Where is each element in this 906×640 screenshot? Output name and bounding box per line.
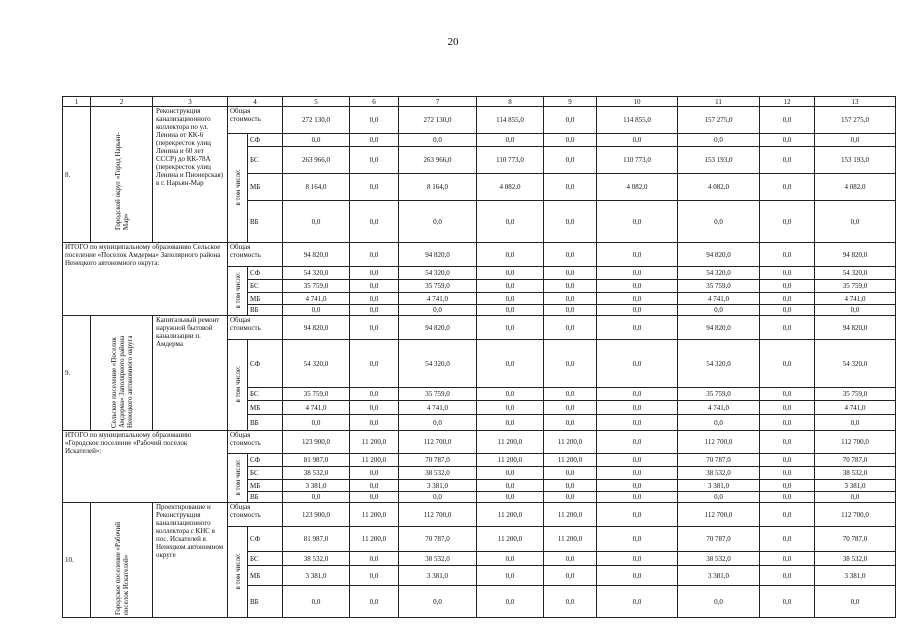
value-cell: 3 381,0 xyxy=(283,566,350,586)
value-cell: 0,0 xyxy=(815,305,896,316)
page-number: 20 xyxy=(447,36,459,48)
value-cell: 0,0 xyxy=(760,280,815,293)
municipality-name-text: Городское поселение «Рабочий поселок Искателей» xyxy=(113,522,130,615)
value-cell: 0,0 xyxy=(760,480,815,492)
value-cell: 112 700,0 xyxy=(678,503,760,527)
value-cell: 38 532,0 xyxy=(678,467,760,480)
value-cell: 0,0 xyxy=(544,147,597,174)
value-cell: 35 759,0 xyxy=(815,388,896,401)
object-total-row xyxy=(63,107,896,134)
fund-label-sf: СФ xyxy=(248,340,283,388)
total-cost-label: Общая стоимость xyxy=(228,503,283,527)
value-cell: 0,0 xyxy=(597,480,678,492)
value-cell: 112 700,0 xyxy=(399,431,477,454)
value-cell: 157 275,0 xyxy=(815,107,896,134)
header-cell: 4 xyxy=(228,97,283,107)
value-cell: 0,0 xyxy=(597,566,678,586)
header-row xyxy=(63,97,896,107)
value-cell: 35 759,0 xyxy=(399,388,477,401)
value-cell: 94 820,0 xyxy=(678,316,760,340)
value-cell: 0,0 xyxy=(760,388,815,401)
value-cell: 0,0 xyxy=(350,174,399,201)
municipality-name xyxy=(91,503,153,618)
value-cell: 0,0 xyxy=(760,243,815,267)
including-label-text: в том числе: xyxy=(233,552,242,590)
fund-label-vb: ВБ xyxy=(248,586,283,618)
value-cell: 4 741,0 xyxy=(678,293,760,305)
fund-label-bs: БС xyxy=(248,147,283,174)
including-label-text: в том числе: xyxy=(233,458,242,496)
value-cell: 153 193,0 xyxy=(815,147,896,174)
value-cell: 114 855,0 xyxy=(477,107,544,134)
including-label xyxy=(228,454,248,503)
value-cell: 54 320,0 xyxy=(283,267,350,280)
value-cell: 3 381,0 xyxy=(815,480,896,492)
value-cell: 94 820,0 xyxy=(283,243,350,267)
value-cell: 0,0 xyxy=(350,267,399,280)
fund-label-bs: БС xyxy=(248,467,283,480)
value-cell: 0,0 xyxy=(350,107,399,134)
value-cell: 0,0 xyxy=(597,415,678,431)
value-cell: 0,0 xyxy=(350,340,399,388)
value-cell: 0,0 xyxy=(597,586,678,618)
fund-label-mb: МБ xyxy=(248,401,283,415)
value-cell: 0,0 xyxy=(760,552,815,566)
value-cell: 54 320,0 xyxy=(815,340,896,388)
value-cell: 0,0 xyxy=(477,243,544,267)
value-cell: 0,0 xyxy=(760,293,815,305)
value-cell: 0,0 xyxy=(544,566,597,586)
value-cell: 112 700,0 xyxy=(815,431,896,454)
value-cell: 0,0 xyxy=(597,280,678,293)
value-cell: 38 532,0 xyxy=(399,467,477,480)
value-cell: 0,0 xyxy=(544,107,597,134)
value-cell: 70 787,0 xyxy=(399,527,477,552)
value-cell: 0,0 xyxy=(597,388,678,401)
value-cell: 0,0 xyxy=(350,147,399,174)
value-cell: 0,0 xyxy=(477,552,544,566)
value-cell: 0,0 xyxy=(760,454,815,467)
value-cell: 0,0 xyxy=(544,280,597,293)
value-cell: 112 700,0 xyxy=(815,503,896,527)
fund-label-vb: ВБ xyxy=(248,201,283,243)
value-cell: 3 381,0 xyxy=(283,480,350,492)
including-label-text: в том числе: xyxy=(233,168,242,206)
including-label xyxy=(228,340,248,431)
value-cell: 0,0 xyxy=(597,552,678,566)
value-cell: 94 820,0 xyxy=(815,316,896,340)
value-cell: 38 532,0 xyxy=(283,552,350,566)
value-cell: 8 164,0 xyxy=(283,174,350,201)
header-cell: 7 xyxy=(399,97,477,107)
subtotal-row xyxy=(63,243,896,267)
budget-table-body xyxy=(63,97,896,618)
value-cell: 11 200,0 xyxy=(477,431,544,454)
value-cell: 263 966,0 xyxy=(283,147,350,174)
value-cell: 0,0 xyxy=(350,492,399,503)
fund-label-vb: ВБ xyxy=(248,415,283,431)
value-cell: 38 532,0 xyxy=(283,467,350,480)
value-cell: 0,0 xyxy=(760,503,815,527)
value-cell: 4 741,0 xyxy=(399,293,477,305)
value-cell: 11 200,0 xyxy=(544,431,597,454)
value-cell: 38 532,0 xyxy=(815,467,896,480)
value-cell: 0,0 xyxy=(477,401,544,415)
value-cell: 11 200,0 xyxy=(477,503,544,527)
value-cell: 54 320,0 xyxy=(815,267,896,280)
value-cell: 0,0 xyxy=(477,415,544,431)
value-cell: 0,0 xyxy=(477,201,544,243)
value-cell: 0,0 xyxy=(815,134,896,147)
value-cell: 11 200,0 xyxy=(350,503,399,527)
value-cell: 0,0 xyxy=(760,316,815,340)
value-cell: 0,0 xyxy=(760,527,815,552)
value-cell: 0,0 xyxy=(544,134,597,147)
header-cell: 6 xyxy=(350,97,399,107)
value-cell: 0,0 xyxy=(678,305,760,316)
value-cell: 35 759,0 xyxy=(815,280,896,293)
value-cell: 0,0 xyxy=(678,415,760,431)
value-cell: 11 200,0 xyxy=(350,454,399,467)
value-cell: 0,0 xyxy=(597,527,678,552)
value-cell: 4 741,0 xyxy=(815,293,896,305)
value-cell: 35 759,0 xyxy=(678,388,760,401)
value-cell: 0,0 xyxy=(350,280,399,293)
object-name: Капитальный ремонт наружной бытовой канализации п. Амдерма xyxy=(153,316,228,431)
total-cost-label: Общая стоимость xyxy=(228,107,283,134)
value-cell: 54 320,0 xyxy=(399,340,477,388)
value-cell: 38 532,0 xyxy=(678,552,760,566)
fund-label-vb: ВБ xyxy=(248,305,283,316)
subtotal-row xyxy=(63,431,896,454)
value-cell: 0,0 xyxy=(283,134,350,147)
value-cell: 0,0 xyxy=(350,201,399,243)
value-cell: 0,0 xyxy=(597,305,678,316)
header-cell: 1 xyxy=(63,97,91,107)
value-cell: 0,0 xyxy=(597,467,678,480)
including-label-text: в том числе: xyxy=(233,271,242,309)
value-cell: 0,0 xyxy=(544,267,597,280)
value-cell: 0,0 xyxy=(350,305,399,316)
object-total-row xyxy=(63,316,896,340)
value-cell: 4 082,0 xyxy=(597,174,678,201)
value-cell: 11 200,0 xyxy=(477,454,544,467)
value-cell: 0,0 xyxy=(350,480,399,492)
value-cell: 0,0 xyxy=(678,134,760,147)
value-cell: 0,0 xyxy=(477,305,544,316)
value-cell: 0,0 xyxy=(544,415,597,431)
value-cell: 0,0 xyxy=(760,415,815,431)
value-cell: 272 130,0 xyxy=(399,107,477,134)
value-cell: 70 787,0 xyxy=(678,527,760,552)
object-total-row xyxy=(63,503,896,527)
row-number: 8. xyxy=(63,107,91,243)
value-cell: 3 381,0 xyxy=(678,566,760,586)
value-cell: 0,0 xyxy=(760,107,815,134)
value-cell: 38 532,0 xyxy=(815,552,896,566)
value-cell: 0,0 xyxy=(477,340,544,388)
object-name: Реконструкция канализационного коллектора по ул. Ленина от КК-6 (перекресток улиц Ленина и 60 лет СССР) до КК-78А (перекресток улиц Ленина и Пионерская) в г. Нарьян-Мар xyxy=(153,107,228,243)
value-cell: 0,0 xyxy=(597,454,678,467)
object-name: Проектирование и Реконструкция канализационного коллектора с КНС в пос. Искателей в Ненецком автономном округе xyxy=(153,503,228,618)
fund-label-mb: МБ xyxy=(248,293,283,305)
value-cell: 0,0 xyxy=(477,480,544,492)
total-cost-label: Общая стоимость xyxy=(228,243,283,267)
value-cell: 0,0 xyxy=(544,316,597,340)
value-cell: 54 320,0 xyxy=(678,340,760,388)
value-cell: 0,0 xyxy=(544,201,597,243)
fund-label-sf: СФ xyxy=(248,527,283,552)
value-cell: 0,0 xyxy=(477,586,544,618)
row-number: 9. xyxy=(63,316,91,431)
value-cell: 114 855,0 xyxy=(597,107,678,134)
value-cell: 0,0 xyxy=(760,174,815,201)
value-cell: 70 787,0 xyxy=(815,527,896,552)
value-cell: 0,0 xyxy=(815,415,896,431)
value-cell: 11 200,0 xyxy=(544,503,597,527)
value-cell: 4 082,0 xyxy=(477,174,544,201)
value-cell: 0,0 xyxy=(678,492,760,503)
value-cell: 0,0 xyxy=(597,134,678,147)
value-cell: 123 900,0 xyxy=(283,431,350,454)
subtotal-title: ИТОГО по муниципальному образованию Сельское поселение «Поселок Амдерма» Заполярного района Ненецкого автономного округа: xyxy=(63,243,228,316)
value-cell: 3 381,0 xyxy=(399,566,477,586)
value-cell: 0,0 xyxy=(760,267,815,280)
fund-label-mb: МБ xyxy=(248,174,283,201)
value-cell: 54 320,0 xyxy=(678,267,760,280)
value-cell: 11 200,0 xyxy=(544,527,597,552)
fund-label-mb: МБ xyxy=(248,566,283,586)
including-label-text: в том числе: xyxy=(233,365,242,403)
value-cell: 0,0 xyxy=(399,201,477,243)
value-cell: 4 082,0 xyxy=(815,174,896,201)
value-cell: 4 082,0 xyxy=(678,174,760,201)
value-cell: 0,0 xyxy=(544,388,597,401)
value-cell: 0,0 xyxy=(283,305,350,316)
value-cell: 0,0 xyxy=(350,293,399,305)
row-number: 10. xyxy=(63,503,91,618)
value-cell: 4 741,0 xyxy=(678,401,760,415)
value-cell: 110 773,0 xyxy=(597,147,678,174)
value-cell: 0,0 xyxy=(597,340,678,388)
value-cell: 0,0 xyxy=(477,267,544,280)
value-cell: 81 987,0 xyxy=(283,454,350,467)
value-cell: 0,0 xyxy=(678,201,760,243)
value-cell: 4 741,0 xyxy=(815,401,896,415)
municipality-name xyxy=(91,107,153,243)
value-cell: 272 130,0 xyxy=(283,107,350,134)
value-cell: 94 820,0 xyxy=(399,316,477,340)
header-cell: 10 xyxy=(597,97,678,107)
value-cell: 0,0 xyxy=(477,280,544,293)
value-cell: 0,0 xyxy=(283,586,350,618)
value-cell: 0,0 xyxy=(544,586,597,618)
value-cell: 0,0 xyxy=(350,415,399,431)
value-cell: 0,0 xyxy=(597,503,678,527)
header-cell: 2 xyxy=(91,97,153,107)
value-cell: 35 759,0 xyxy=(399,280,477,293)
value-cell: 0,0 xyxy=(760,201,815,243)
value-cell: 0,0 xyxy=(477,388,544,401)
value-cell: 0,0 xyxy=(350,586,399,618)
fund-label-sf: СФ xyxy=(248,134,283,147)
header-cell: 3 xyxy=(153,97,228,107)
header-cell: 11 xyxy=(678,97,760,107)
value-cell: 0,0 xyxy=(477,293,544,305)
value-cell: 35 759,0 xyxy=(283,280,350,293)
value-cell: 0,0 xyxy=(350,401,399,415)
value-cell: 0,0 xyxy=(283,201,350,243)
header-cell: 8 xyxy=(477,97,544,107)
including-label xyxy=(228,134,248,243)
value-cell: 0,0 xyxy=(399,415,477,431)
value-cell: 0,0 xyxy=(760,566,815,586)
municipality-name xyxy=(91,316,153,431)
value-cell: 0,0 xyxy=(399,305,477,316)
value-cell: 0,0 xyxy=(678,586,760,618)
value-cell: 123 900,0 xyxy=(283,503,350,527)
value-cell: 0,0 xyxy=(815,201,896,243)
value-cell: 81 987,0 xyxy=(283,527,350,552)
value-cell: 0,0 xyxy=(350,467,399,480)
value-cell: 0,0 xyxy=(760,305,815,316)
fund-label-bs: БС xyxy=(248,280,283,293)
value-cell: 4 741,0 xyxy=(283,293,350,305)
value-cell: 8 164,0 xyxy=(399,174,477,201)
value-cell: 0,0 xyxy=(760,134,815,147)
value-cell: 11 200,0 xyxy=(477,527,544,552)
value-cell: 11 200,0 xyxy=(544,454,597,467)
value-cell: 0,0 xyxy=(760,431,815,454)
value-cell: 0,0 xyxy=(760,340,815,388)
value-cell: 0,0 xyxy=(597,243,678,267)
value-cell: 0,0 xyxy=(815,492,896,503)
value-cell: 0,0 xyxy=(760,467,815,480)
value-cell: 3 381,0 xyxy=(399,480,477,492)
header-cell: 5 xyxy=(283,97,350,107)
value-cell: 0,0 xyxy=(597,316,678,340)
value-cell: 54 320,0 xyxy=(399,267,477,280)
value-cell: 112 700,0 xyxy=(399,503,477,527)
total-cost-label: Общая стоимость xyxy=(228,316,283,340)
value-cell: 0,0 xyxy=(477,316,544,340)
value-cell: 94 820,0 xyxy=(283,316,350,340)
value-cell: 0,0 xyxy=(399,492,477,503)
value-cell: 0,0 xyxy=(399,586,477,618)
header-cell: 13 xyxy=(815,97,896,107)
value-cell: 0,0 xyxy=(544,340,597,388)
value-cell: 153 193,0 xyxy=(678,147,760,174)
value-cell: 110 773,0 xyxy=(477,147,544,174)
including-label xyxy=(228,527,248,618)
header-cell: 9 xyxy=(544,97,597,107)
budget-table xyxy=(62,96,896,618)
value-cell: 0,0 xyxy=(597,201,678,243)
value-cell: 0,0 xyxy=(597,431,678,454)
subtotal-title: ИТОГО по муниципальному образованию «Городское поселение «Рабочий поселок Искателей»: xyxy=(63,431,228,503)
total-cost-label: Общая стоимость xyxy=(228,431,283,454)
value-cell: 0,0 xyxy=(350,316,399,340)
value-cell: 0,0 xyxy=(399,134,477,147)
value-cell: 35 759,0 xyxy=(678,280,760,293)
value-cell: 70 787,0 xyxy=(399,454,477,467)
fund-label-bs: БС xyxy=(248,552,283,566)
value-cell: 0,0 xyxy=(350,243,399,267)
fund-label-mb: МБ xyxy=(248,480,283,492)
value-cell: 94 820,0 xyxy=(399,243,477,267)
value-cell: 0,0 xyxy=(544,480,597,492)
municipality-name-text: Городской округ «Город Нарьян-Мар» xyxy=(113,131,130,230)
value-cell: 0,0 xyxy=(477,492,544,503)
value-cell: 70 787,0 xyxy=(815,454,896,467)
value-cell: 0,0 xyxy=(283,415,350,431)
value-cell: 11 200,0 xyxy=(350,431,399,454)
value-cell: 0,0 xyxy=(544,293,597,305)
value-cell: 94 820,0 xyxy=(815,243,896,267)
header-cell: 12 xyxy=(760,97,815,107)
value-cell: 3 381,0 xyxy=(815,566,896,586)
value-cell: 0,0 xyxy=(597,492,678,503)
value-cell: 0,0 xyxy=(544,174,597,201)
value-cell: 0,0 xyxy=(544,492,597,503)
value-cell: 38 532,0 xyxy=(399,552,477,566)
value-cell: 0,0 xyxy=(760,401,815,415)
value-cell: 0,0 xyxy=(544,243,597,267)
value-cell: 54 320,0 xyxy=(283,340,350,388)
value-cell: 0,0 xyxy=(350,566,399,586)
value-cell: 0,0 xyxy=(760,492,815,503)
value-cell: 0,0 xyxy=(350,134,399,147)
value-cell: 70 787,0 xyxy=(678,454,760,467)
value-cell: 0,0 xyxy=(477,566,544,586)
fund-label-sf: СФ xyxy=(248,454,283,467)
value-cell: 11 200,0 xyxy=(350,527,399,552)
value-cell: 3 381,0 xyxy=(678,480,760,492)
fund-label-bs: БС xyxy=(248,388,283,401)
fund-label-vb: ВБ xyxy=(248,492,283,503)
fund-label-sf: СФ xyxy=(248,267,283,280)
value-cell: 0,0 xyxy=(597,267,678,280)
value-cell: 263 966,0 xyxy=(399,147,477,174)
value-cell: 157 275,0 xyxy=(678,107,760,134)
value-cell: 0,0 xyxy=(544,305,597,316)
value-cell: 0,0 xyxy=(760,147,815,174)
value-cell: 94 820,0 xyxy=(678,243,760,267)
value-cell: 4 741,0 xyxy=(283,401,350,415)
value-cell: 112 700,0 xyxy=(678,431,760,454)
municipality-name-text: Сельское поселение «Поселок Амдерма» Заполярного района Ненецкого автономного округа xyxy=(109,335,134,428)
value-cell: 0,0 xyxy=(350,552,399,566)
value-cell: 4 741,0 xyxy=(399,401,477,415)
value-cell: 0,0 xyxy=(544,467,597,480)
value-cell: 0,0 xyxy=(815,586,896,618)
value-cell: 0,0 xyxy=(597,293,678,305)
value-cell: 0,0 xyxy=(760,586,815,618)
value-cell: 0,0 xyxy=(283,492,350,503)
value-cell: 35 759,0 xyxy=(283,388,350,401)
value-cell: 0,0 xyxy=(477,134,544,147)
including-label xyxy=(228,267,248,316)
value-cell: 0,0 xyxy=(477,467,544,480)
value-cell: 0,0 xyxy=(544,552,597,566)
value-cell: 0,0 xyxy=(597,401,678,415)
value-cell: 0,0 xyxy=(350,388,399,401)
value-cell: 0,0 xyxy=(544,401,597,415)
